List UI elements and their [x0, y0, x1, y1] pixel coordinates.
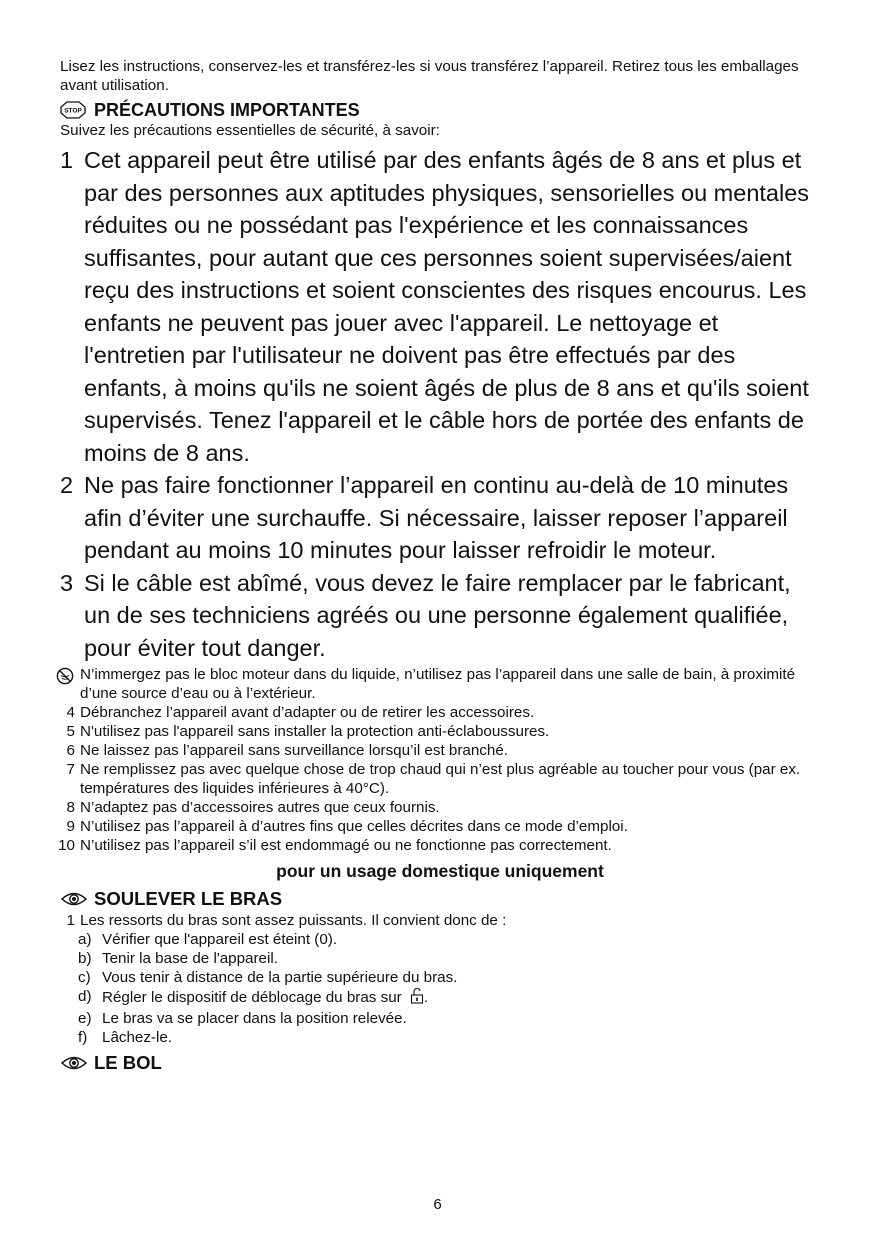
- page-content: [60, 57, 820, 1075]
- item-number: 9: [66, 818, 75, 835]
- item-text: N'utilisez pas l'appareil sans installer la protection anti-éclaboussures.: [80, 723, 550, 740]
- item-letter: c): [78, 969, 91, 986]
- item-number: 1: [60, 147, 74, 173]
- list-item: [56, 798, 820, 817]
- item-text: Ne laissez pas l’appareil sans surveillance lorsqu’il est branché.: [80, 742, 508, 759]
- sub-list-item: [78, 1028, 820, 1047]
- item-text: Régler le dispositif de déblocage du bras sur: [102, 989, 402, 1007]
- item-letter: a): [78, 931, 92, 948]
- item-text: Les ressorts du bras sont assez puissants. Il convient donc de :: [80, 912, 507, 929]
- lift-arm-heading: [60, 886, 820, 911]
- sub-list-item: [78, 987, 820, 1009]
- svg-text:STOP: STOP: [64, 107, 82, 115]
- item-text: N’adaptez pas d’accessoires autres que ceux fournis.: [80, 799, 440, 816]
- item-number: 4: [66, 704, 75, 721]
- item-text: N’immergez pas le bloc moteur dans du liquide, n’utilisez pas l’appareil dans une salle de bain, à proximité d’une source d’eau ou à l’extérieur.: [80, 666, 796, 702]
- item-text: Tenir la base de l'appareil.: [102, 950, 278, 967]
- lift-arm-sublist: [78, 930, 820, 1047]
- list-item: [56, 741, 820, 760]
- item-text: Le bras va se placer dans la position relevée.: [102, 1010, 407, 1027]
- list-item: [56, 760, 820, 798]
- list-item: [56, 722, 820, 741]
- sub-list-item: [78, 930, 820, 949]
- list-item: [60, 469, 820, 567]
- item-text: Vous tenir à distance de la partie supérieure du bras.: [102, 969, 458, 986]
- item-number: 10: [58, 837, 75, 854]
- list-item: [56, 911, 820, 930]
- sub-list-item: [78, 968, 820, 987]
- item-text: Si le câble est abîmé, vous devez le faire remplacer par le fabricant, un de ses techniciens agréés ou une personne également qualifiée, pour éviter tout danger.: [84, 569, 791, 661]
- list-item-no-immerse: [56, 665, 820, 703]
- intro-text: Lisez les instructions, conservez-les et transférez-les si vous transférez l’appareil. Retirez tous les emballages avant utilisation.: [60, 58, 799, 94]
- lift-arm-list: [56, 911, 820, 1047]
- item-number: 3: [60, 569, 74, 596]
- sub-list-item: [78, 949, 820, 968]
- item-text: Lâchez-le.: [102, 1029, 173, 1046]
- domestic-use-note: pour un usage domestique uniquement: [276, 861, 604, 881]
- list-item: [56, 703, 820, 722]
- item-text: Débranchez l’appareil avant d’adapter ou de retirer les accessoires.: [80, 704, 535, 721]
- list-item: [56, 817, 820, 836]
- list-item: [60, 567, 820, 665]
- item-text: Ne remplissez pas avec quelque chose de trop chaud qui n’est plus agréable au toucher pour vous (par ex. températures des liquides inférieures à 40°C).: [80, 761, 801, 797]
- item-text-suffix: .: [423, 989, 429, 1007]
- item-text: Ne pas faire fonctionner l’appareil en continu au-delà de 10 minutes afin d’éviter une surchauffe. Si nécessaire, laisser reposer l’appareil pendant au moins 10 minutes pour laisser refroidir le moteur.: [84, 472, 789, 563]
- item-letter: d): [78, 988, 92, 1005]
- item-number: 1: [66, 912, 75, 929]
- sub-list-item: [78, 1009, 820, 1028]
- bowl-heading: [60, 1050, 820, 1075]
- secondary-precautions-list: [56, 665, 820, 855]
- unlock-icon: [410, 987, 424, 1009]
- precautions-title: PRÉCAUTIONS IMPORTANTES: [94, 100, 360, 120]
- item-text-with-icon: [102, 987, 428, 1009]
- precautions-heading: [60, 99, 820, 121]
- list-item: [60, 144, 820, 469]
- item-number: 5: [66, 723, 75, 740]
- page-number: 6: [433, 1196, 442, 1213]
- item-number: 2: [60, 472, 74, 498]
- list-item: [56, 836, 820, 855]
- item-letter: e): [78, 1010, 92, 1027]
- eye-icon: [60, 1055, 90, 1071]
- item-letter: f): [78, 1029, 88, 1046]
- item-text: Vérifier que l'appareil est éteint (0).: [102, 931, 338, 948]
- no-immerse-icon: [56, 665, 80, 703]
- item-number: 6: [66, 742, 75, 759]
- item-text: N’utilisez pas l’appareil à d’autres fins que celles décrites dans ce mode d’emploi.: [80, 818, 628, 835]
- item-number: 8: [66, 799, 75, 816]
- bowl-title: LE BOL: [94, 1052, 162, 1073]
- eye-icon: [60, 891, 90, 907]
- stop-icon: [60, 101, 86, 119]
- precautions-subtitle: Suivez les précautions essentielles de sécurité, à savoir:: [60, 122, 440, 139]
- main-precautions-list: [60, 144, 820, 664]
- item-text: Cet appareil peut être utilisé par des enfants âgés de 8 ans et plus et par des personnes aux aptitudes physiques, sensorielles ou mentales réduites ou ne possédant pas l'expérience et les connaissances suffisantes, pour autant que ces personnes soient supervisées/aient reçu des instructions et soient conscientes des risques encourus. Les enfants ne peuvent pas jouer avec l'appareil. Le nettoyage et l'entretien par l'utilisateur ne doivent pas être effectués par des enfants, à moins qu'ils ne soient âgés de plus de 8 ans et qu'ils soient supervisés. Tenez l'appareil et le câble hors de portée des enfants de moins de 8 ans.: [84, 147, 810, 466]
- lift-arm-title: SOULEVER LE BRAS: [94, 888, 283, 909]
- item-number: 7: [66, 761, 75, 778]
- item-letter: b): [78, 950, 92, 967]
- item-text: N’utilisez pas l’appareil s’il est endommagé ou ne fonctionne pas correctement.: [80, 837, 612, 854]
